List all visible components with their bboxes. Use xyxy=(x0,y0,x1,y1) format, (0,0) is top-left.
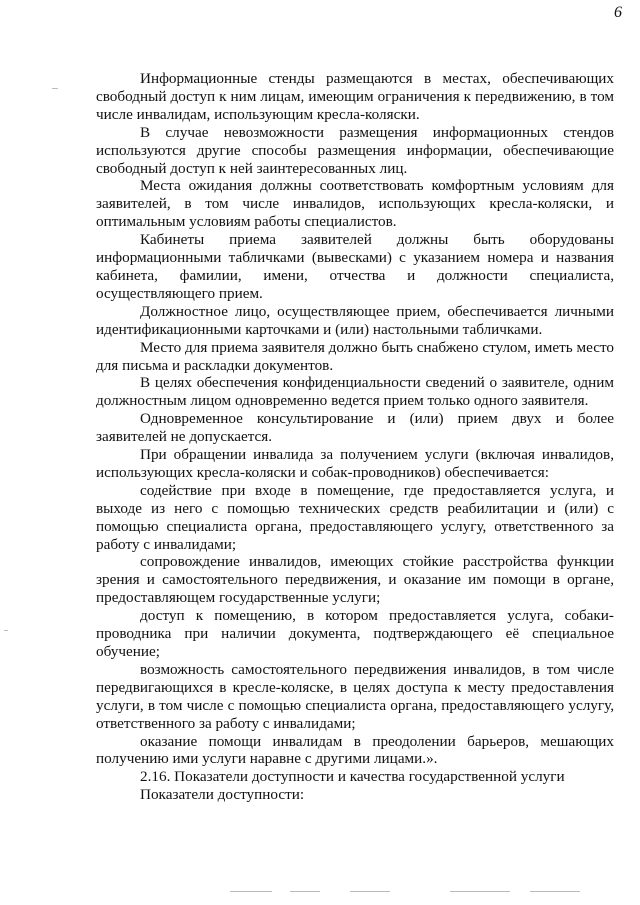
page-number: 6 xyxy=(614,4,622,21)
paragraph: В целях обеспечения конфиденциальности сведений о заявителе, одним должностным лицом одновременно ведется прием только одного заявителя. xyxy=(96,374,614,410)
paragraph: Кабинеты приема заявителей должны быть оборудованы информационными табличками (вывесками) с указанием номера и названия кабинета, фамилии, имени, отчества и должности специалиста, осуществляющего прием. xyxy=(96,231,614,302)
paragraph: Должностное лицо, осуществляющее прием, обеспечивается личными идентификационными карточками и (или) настольными табличками. xyxy=(96,302,614,338)
scan-mark xyxy=(52,88,58,89)
paragraph: доступ к помещению, в котором предоставляется услуга, собаки-проводника при наличии документа, подтверждающего её специальное обучение; xyxy=(96,607,614,660)
paragraph: Места ожидания должны соответствовать комфортным условиям для заявителей, в том числе инвалидов, использующих кресла-коляски, и оптимальным условиям работы специалистов. xyxy=(96,177,614,231)
section-heading: 2.16. Показатели доступности и качества государственной услуги xyxy=(140,768,565,786)
scan-mark xyxy=(4,630,8,631)
paragraph: При обращении инвалида за получением услуги (включая инвалидов, использующих кресла-коляски и собак-проводников) обеспечивается: xyxy=(96,446,614,481)
paragraph: Место для приема заявителя должно быть снабжено стулом, иметь место для письма и раскладки документов. xyxy=(96,338,614,374)
paragraph: В случае невозможности размещения информационных стендов используются другие способы размещения информации, обеспечивающие свободный доступ к ней заинтересованных лиц. xyxy=(96,123,614,177)
scan-mark xyxy=(230,891,272,892)
document-body xyxy=(96,70,614,804)
scan-mark xyxy=(290,891,320,892)
scan-mark xyxy=(530,891,580,892)
paragraph: содействие при входе в помещение, где предоставляется услуга, и выходе из него с помощью технических средств реабилитации и (или) с помощью специалиста органа, предоставляющего услугу, ответственного за работу с инвалидами; xyxy=(96,481,614,553)
paragraph: оказание помощи инвалидам в преодолении барьеров, мешающих получению ими услуги наравне с другими лицами.». xyxy=(96,732,614,768)
paragraph: Информационные стенды размещаются в местах, обеспечивающих свободный доступ к ним лицам, имеющим ограничения к передвижению, в том числе инвалидам, использующим кресла-коляски. xyxy=(96,70,614,123)
paragraph: Одновременное консультирование и (или) прием двух и более заявителей не допускается. xyxy=(96,410,614,446)
paragraph: возможность самостоятельного передвижения инвалидов, в том числе передвигающихся в кресле-коляске, в целях доступа к месту предоставления услуги, в том числе с помощью специалиста органа, предоставляющего услугу, ответственного за работу с инвалидами; xyxy=(96,660,614,732)
paragraph: сопровождение инвалидов, имеющих стойкие расстройства функции зрения и самостоятельного передвижения, и оказание им помощи в органе, предоставляющем государственные услуги; xyxy=(96,553,614,607)
subheading: Показатели доступности: xyxy=(140,786,305,804)
scan-mark xyxy=(350,891,390,892)
scan-mark xyxy=(450,891,510,892)
